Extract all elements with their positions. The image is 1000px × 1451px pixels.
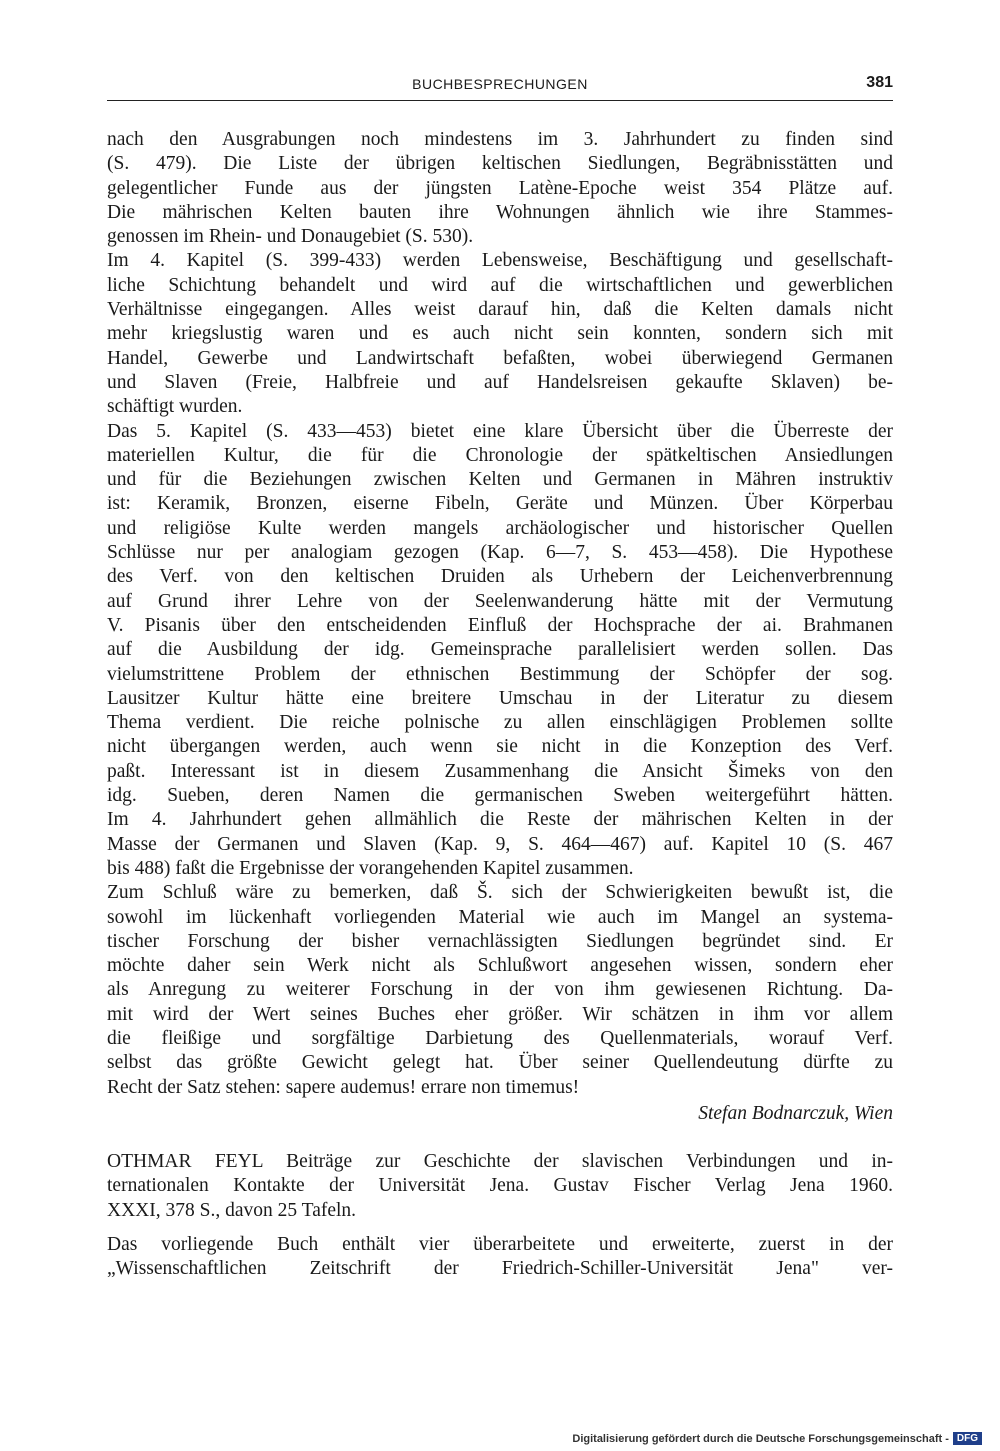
text-line: bis 488) faßt die Ergebnisse der vorangehenden Kapitel zusammen.: [107, 857, 634, 879]
text-line: sowohl im lückenhaft vorliegenden Material wie auch im Mangel an systema-: [107, 906, 893, 928]
text-line: Die mährischen Kelten bauten ihre Wohnungen ähnlich wie ihre Stammes-: [107, 201, 893, 223]
text-line: idg. Sueben, deren Namen die germanischen Sweben weitergeführt hätten.: [107, 785, 893, 807]
text-line: „Wissenschaftlichen Zeitschrift der Friedrich-Schiller-Universität Jena" ver-: [107, 1258, 893, 1280]
text-line: auf Grund ihrer Lehre von der Seelenwanderung hätte mit der Vermutung: [107, 590, 893, 612]
text-line: Masse der Germanen und Slaven (Kap. 9, S. 464—467) auf. Kapitel 10 (S. 467: [107, 833, 893, 855]
review1-paragraph-2: [107, 249, 893, 419]
text-line: materiellen Kultur, die für die Chronologie der spätkeltischen Ansiedlungen: [107, 444, 893, 466]
page-header: [107, 72, 893, 101]
review1-paragraph-4: [107, 881, 893, 1100]
text-line: Schlüsse nur per analogiam gezogen (Kap. 6—7, S. 453—458). Die Hypothese: [107, 542, 893, 564]
text-line: Verhältnisse eingegangen. Alles weist darauf hin, daß die Kelten damals nicht: [107, 299, 893, 321]
text-line: OTHMAR FEYL Beiträge zur Geschichte der slavischen Verbindungen und in-: [107, 1151, 893, 1173]
text-line: Das vorliegende Buch enthält vier überarbeitete und erweiterte, zuerst in der: [107, 1234, 893, 1256]
text-line: ist: Keramik, Bronzen, eiserne Fibeln, Geräte und Münzen. Über Körperbau: [107, 493, 893, 515]
text-line: nach den Ausgrabungen noch mindestens im 3. Jahrhundert zu finden sind: [107, 129, 893, 150]
text-line: (S. 479). Die Liste der übrigen keltischen Siedlungen, Begräbnisstätten und: [107, 153, 893, 175]
text-line: genossen im Rhein- und Donaugebiet (S. 530).: [107, 226, 474, 248]
section-gap: [107, 1223, 893, 1233]
text-line: Lausitzer Kultur hätte eine breitere Umschau in der Literatur zu diesem: [107, 687, 893, 709]
text-line: ternationalen Kontakte der Universität Jena. Gustav Fischer Verlag Jena 1960.: [107, 1175, 893, 1197]
text-line: die fleißige und sorgfältige Darbietung des Quellenmaterials, worauf Verf.: [107, 1027, 893, 1049]
text-line: und religiöse Kulte werden mangels archäologischer und historischer Quellen: [107, 517, 893, 539]
text-line: Handel, Gewerbe und Landwirtschaft befaßten, wobei überwiegend Germanen: [107, 347, 893, 369]
section-gap: [107, 1126, 893, 1150]
text-line: nicht übergangen werden, auch wenn sie nicht in die Konzeption des Verf.: [107, 736, 893, 758]
text-line: Recht der Satz stehen: sapere audemus! errare non timemus!: [107, 1076, 580, 1098]
page-body: [107, 128, 893, 1282]
text-line: gelegentlicher Funde aus der jüngsten Latène-Epoche weist 354 Plätze auf.: [107, 177, 893, 199]
digitization-footer: [572, 1432, 982, 1445]
review1-paragraph-3: [107, 420, 893, 882]
text-line: und Slaven (Freie, Halbfreie und auf Handelsreisen gekaufte Sklaven) be-: [107, 371, 893, 393]
text-line: Thema verdient. Die reiche polnische zu allen einschlägigen Problemen sollte: [107, 712, 893, 734]
footer-text: Digitalisierung gefördert durch die Deutsche Forschungsgemeinschaft -: [572, 1432, 949, 1445]
text-line: V. Pisanis über den entscheidenden Einfluß der Hochsprache der ai. Brahmanen: [107, 614, 893, 636]
text-line: selbst das größte Gewicht gelegt hat. Über seiner Quellendeutung dürfte zu: [107, 1052, 893, 1074]
text-line: als Anregung zu weiterer Forschung in der von ihm gewiesenen Richtung. Da-: [107, 979, 893, 1001]
review2-citation: [107, 1150, 893, 1223]
text-line: auf die Ausbildung der idg. Gemeinsprache parallelisiert werden sollen. Das: [107, 639, 893, 661]
text-line: vielumstrittene Problem der ethnischen Bestimmung der Schöpfer der sog.: [107, 663, 893, 685]
text-line: Zum Schluß wäre zu bemerken, daß Š. sich der Schwierigkeiten bewußt ist, die: [107, 882, 893, 904]
text-line: möchte daher sein Werk nicht als Schlußwort angesehen wissen, sondern eher: [107, 955, 893, 977]
text-line: paßt. Interessant ist in diesem Zusammenhang die Ansicht Šimeks von den: [107, 760, 893, 782]
text-line: tischer Forschung der bisher vernachlässigten Siedlungen begründet sind. Er: [107, 930, 893, 952]
running-head: BUCHBESPRECHUNGEN: [412, 76, 588, 92]
page-number: 381: [866, 74, 893, 91]
text-line: Im 4. Jahrhundert gehen allmählich die Reste der mährischen Kelten in der: [107, 809, 893, 831]
text-line: Im 4. Kapitel (S. 399-433) werden Lebensweise, Beschäftigung und gesellschaft-: [107, 250, 893, 272]
text-line: des Verf. von den keltischen Druiden als Urhebern der Leichenverbrennung: [107, 566, 893, 588]
dfg-logo: DFG: [953, 1432, 982, 1445]
text-line: schäftigt wurden.: [107, 396, 243, 418]
text-line: liche Schichtung behandelt und wird auf die wirtschaftlichen und gewerblichen: [107, 274, 893, 296]
text-line: mit wird der Wert seines Buches eher größer. Wir schätzen in ihm vor allem: [107, 1003, 893, 1025]
review2-paragraph-1: [107, 1233, 893, 1282]
reviewer-signature: Stefan Bodnarczuk, Wien: [698, 1102, 893, 1124]
text-line: mehr kriegslustig waren und es auch nicht sein konnten, sondern sich mit: [107, 323, 893, 345]
review1-paragraph-1: [107, 128, 893, 249]
text-line: XXXI, 378 S., davon 25 Tafeln.: [107, 1199, 357, 1221]
text-line: Das 5. Kapitel (S. 433—453) bietet eine klare Übersicht über die Überreste der: [107, 420, 893, 442]
text-line: und für die Beziehungen zwischen Kelten und Germanen in Mähren instruktiv: [107, 469, 893, 491]
